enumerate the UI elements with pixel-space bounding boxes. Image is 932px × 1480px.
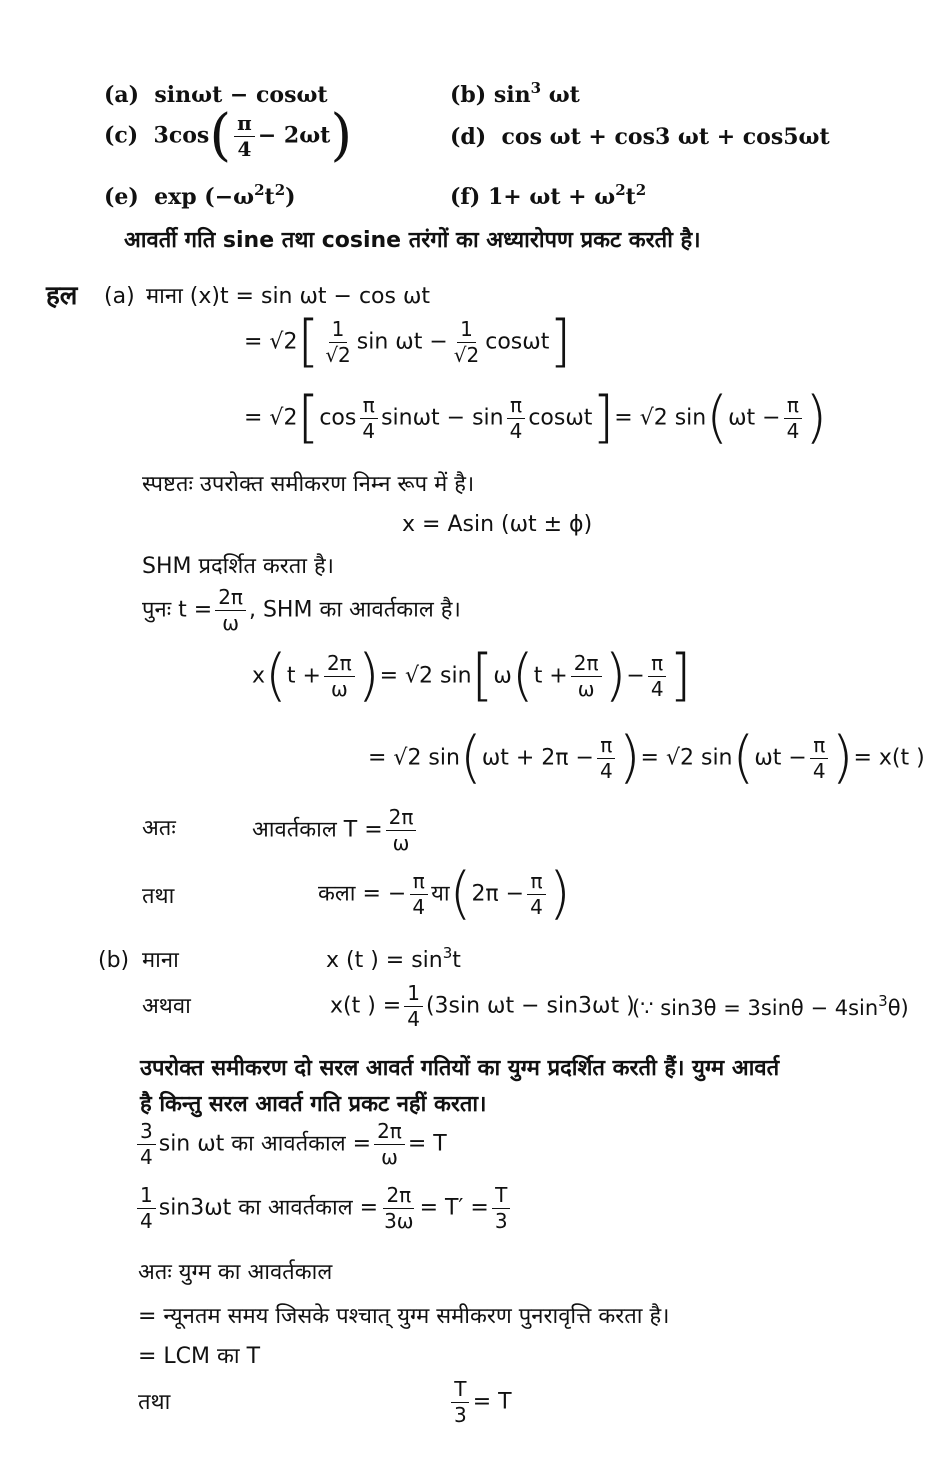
line3-pre: = √2 [244,405,298,431]
bracket-close: ] [549,309,572,375]
x-frac-1: $\frac{2\pi}{\omega}$ [324,652,355,701]
part-b-eq1 [326,944,461,973]
eq1-pre: x (t ) = sin [326,948,443,973]
option-d [450,126,830,148]
again-line [142,586,461,635]
phase-pre: कला = − [318,881,407,907]
eq2-pre: x(t ) = [330,993,402,1019]
bracket-close: ] [669,643,692,709]
eq1-exp: 3 [442,944,453,962]
y-end: = x(t ) [853,745,925,771]
option-c-pre: 3cos [153,122,210,149]
option-b-base: sin [493,82,531,108]
paren-open: ( [265,643,287,709]
option-f-label: (f) [450,184,481,210]
identity-exp: 3 [878,992,888,1010]
paren-open: ( [706,385,729,451]
y-equation [368,725,925,791]
period-frac: $\frac{2\pi}{\omega}$ [386,806,417,855]
option-e-post: ) [285,184,296,210]
line2-pre: = √2 [244,329,298,355]
y-term-2: ωt − [754,745,807,771]
line2-term-1: sin ωt − [356,329,448,355]
x-eq: = √2 sin [379,663,472,689]
option-b-exp: 3 [530,79,542,97]
option-b [450,79,580,108]
x-omega: ω [493,663,512,689]
paren-close: ) [604,643,627,709]
phase-term: 2π − [471,881,525,907]
row2-text: sin3ωt का आवर्तकाल = [158,1195,379,1221]
solution-heading: हल [46,281,78,311]
identity-pre: (∵ sin3θ = 3sinθ − 4sin [632,996,879,1020]
y-mid: = √2 sin [640,745,733,771]
line3-term-5: ωt − [728,405,781,431]
y-frac-2: $\frac{\pi}{4}$ [810,734,829,783]
bracket-open: [ [297,309,320,375]
paren-close: ) [618,725,641,791]
row-2 [134,1184,514,1233]
pair-period: अतः युग्म का आवर्तकाल [138,1260,333,1285]
bracket-open: [ [471,643,494,709]
again-pre: पुनः t = [142,597,213,623]
row1-end: = T [407,1131,447,1157]
x-minus: − [626,663,645,689]
option-e-exp2: 2 [274,181,286,199]
line3-frac-1: $\frac{\pi}{4}$ [359,394,378,443]
x-equation [252,643,692,709]
line3-frac-2: $\frac{\pi}{4}$ [507,394,526,443]
x-pre: x [252,663,266,689]
eq1-post: t [452,948,461,973]
hence-label: अतः [142,816,176,841]
option-f-exp1: 2 [615,181,626,199]
option-c-fraction: $\frac{\pi}{4}$ [234,112,255,161]
phase-frac-2: $\frac{\pi}{4}$ [527,870,546,919]
phase-frac-1: $\frac{\pi}{4}$ [409,870,428,919]
line2-frac-1: $\frac{1}{√2}$ [325,317,351,367]
shm-form: x = Asin (ωt ± ϕ) [402,512,593,537]
last-end: = T [472,1389,512,1415]
eq2-post: (3sin ωt − sin3ωt ) [425,993,635,1019]
again-post: , SHM का आवर्तकाल है। [248,597,461,623]
option-f-exp2: 2 [635,181,647,199]
paren-close: ) [831,725,854,791]
row2-mid: = T′ = [419,1195,489,1221]
y-term-1: ωt + 2π − [481,745,594,771]
part-b-eq2 [330,982,635,1031]
paren-open: ( [459,725,482,791]
paren-close: ) [805,385,828,451]
period-pre: आवर्तकाल T = [252,817,383,843]
part-b-label: (b) [98,948,130,973]
row1-text: sin ωt का आवर्तकाल = [158,1131,372,1157]
line2-frac-2: $\frac{1}{√2}$ [453,317,480,367]
x-term-2: t + [533,663,568,689]
option-a-label: (a) [104,82,140,108]
phase-or: या [431,881,450,907]
row1-frac-2: $\frac{2\pi}{\omega}$ [374,1120,405,1169]
option-e-exp1: 2 [254,181,265,199]
intro-text: आवर्ती गति sine तथा cosine तरंगों का अध्यारोपण प्रकट करती है। [124,228,701,253]
last-frac: $\frac{T}{3}$ [451,1378,470,1427]
option-c [104,103,353,169]
option-f [450,181,647,210]
y-pre: = √2 sin [368,745,460,771]
also-label: तथा [142,884,175,909]
line3-term-2: sinωt − sin [381,405,504,431]
option-c-rest: − 2ωt [257,122,331,149]
solution-line-1: माना (x)t = sin ωt − cos ωt [146,284,431,309]
part-b-let: माना [142,948,179,973]
option-c-label: (c) [104,122,139,149]
clearly-text: स्पष्टतः उपरोक्त समीकरण निम्न रूप में है। [142,472,475,497]
option-b-label: (b) [450,82,487,108]
row2-frac-3: $\frac{T}{3}$ [492,1184,511,1233]
shm-shows: SHM प्रदर्शित करता है। [142,554,335,579]
phase-line [318,861,571,927]
part-b-or: अथवा [142,994,191,1019]
last-line [448,1378,512,1427]
line3-term-3: cosωt [528,405,593,431]
option-e [104,181,296,210]
option-e-pre: exp (−ω [154,184,255,210]
bracket-open: [ [297,385,320,451]
line3-frac-3: $\frac{\pi}{4}$ [784,394,803,443]
row-1 [134,1120,447,1169]
min-time: = न्यूनतम समय जिसके पश्चात् युग्म समीकरण पुनरावृत्ति करता है। [138,1304,670,1329]
x-frac-3: $\frac{\pi}{4}$ [648,652,667,701]
para-line-2: है किन्तु सरल आवर्त गति प्रकट नहीं करता। [140,1092,487,1117]
paren-close: ) [548,861,571,927]
solution-line-3 [244,385,828,451]
x-term-1: t + [286,663,321,689]
line2-term-2: cosωt [485,329,550,355]
row2-frac-2: $\frac{2\pi}{3\omega}$ [384,1183,414,1233]
paren-open: ( [209,103,232,169]
row1-frac-1: $\frac{3}{4}$ [137,1120,156,1169]
paren-open: ( [511,643,534,709]
paren-open: ( [449,861,472,927]
lcm-line: = LCM का T [138,1344,261,1369]
identity [632,992,909,1020]
option-f-mid: t [625,184,636,210]
line3-term-1: cos [319,405,357,431]
option-d-label: (d) [450,124,487,150]
solution-line-2 [244,309,572,375]
option-e-mid: t [264,184,275,210]
period-line [252,806,419,855]
option-d-expr: cos ωt + cos3 ωt + cos5ωt [501,124,830,150]
option-f-pre: 1+ ωt + ω [487,184,616,210]
option-a-expr: sinωt − cosωt [154,82,328,108]
again-frac: $\frac{2\pi}{\omega}$ [215,586,246,635]
paren-open: ( [732,725,755,791]
bracket-close: ] [592,385,615,451]
x-frac-2: $\frac{2\pi}{\omega}$ [571,652,602,701]
option-e-label: (e) [104,184,139,210]
identity-post: θ) [887,996,909,1020]
paren-close: ) [330,103,353,169]
also-label-b: तथा [138,1390,171,1415]
para-line-1: उपरोक्त समीकरण दो सरल आवर्त गतियों का युग्म प्रदर्शित करती हैं। युग्म आवर्त [140,1056,780,1081]
solution-a-label: (a) [104,284,135,309]
row2-frac-1: $\frac{1}{4}$ [137,1184,156,1233]
y-frac-1: $\frac{\pi}{4}$ [597,734,616,783]
option-b-rest: ωt [541,82,580,108]
paren-close: ) [357,643,380,709]
line3-term-4: = √2 sin [614,405,707,431]
eq2-frac: $\frac{1}{4}$ [404,982,423,1031]
